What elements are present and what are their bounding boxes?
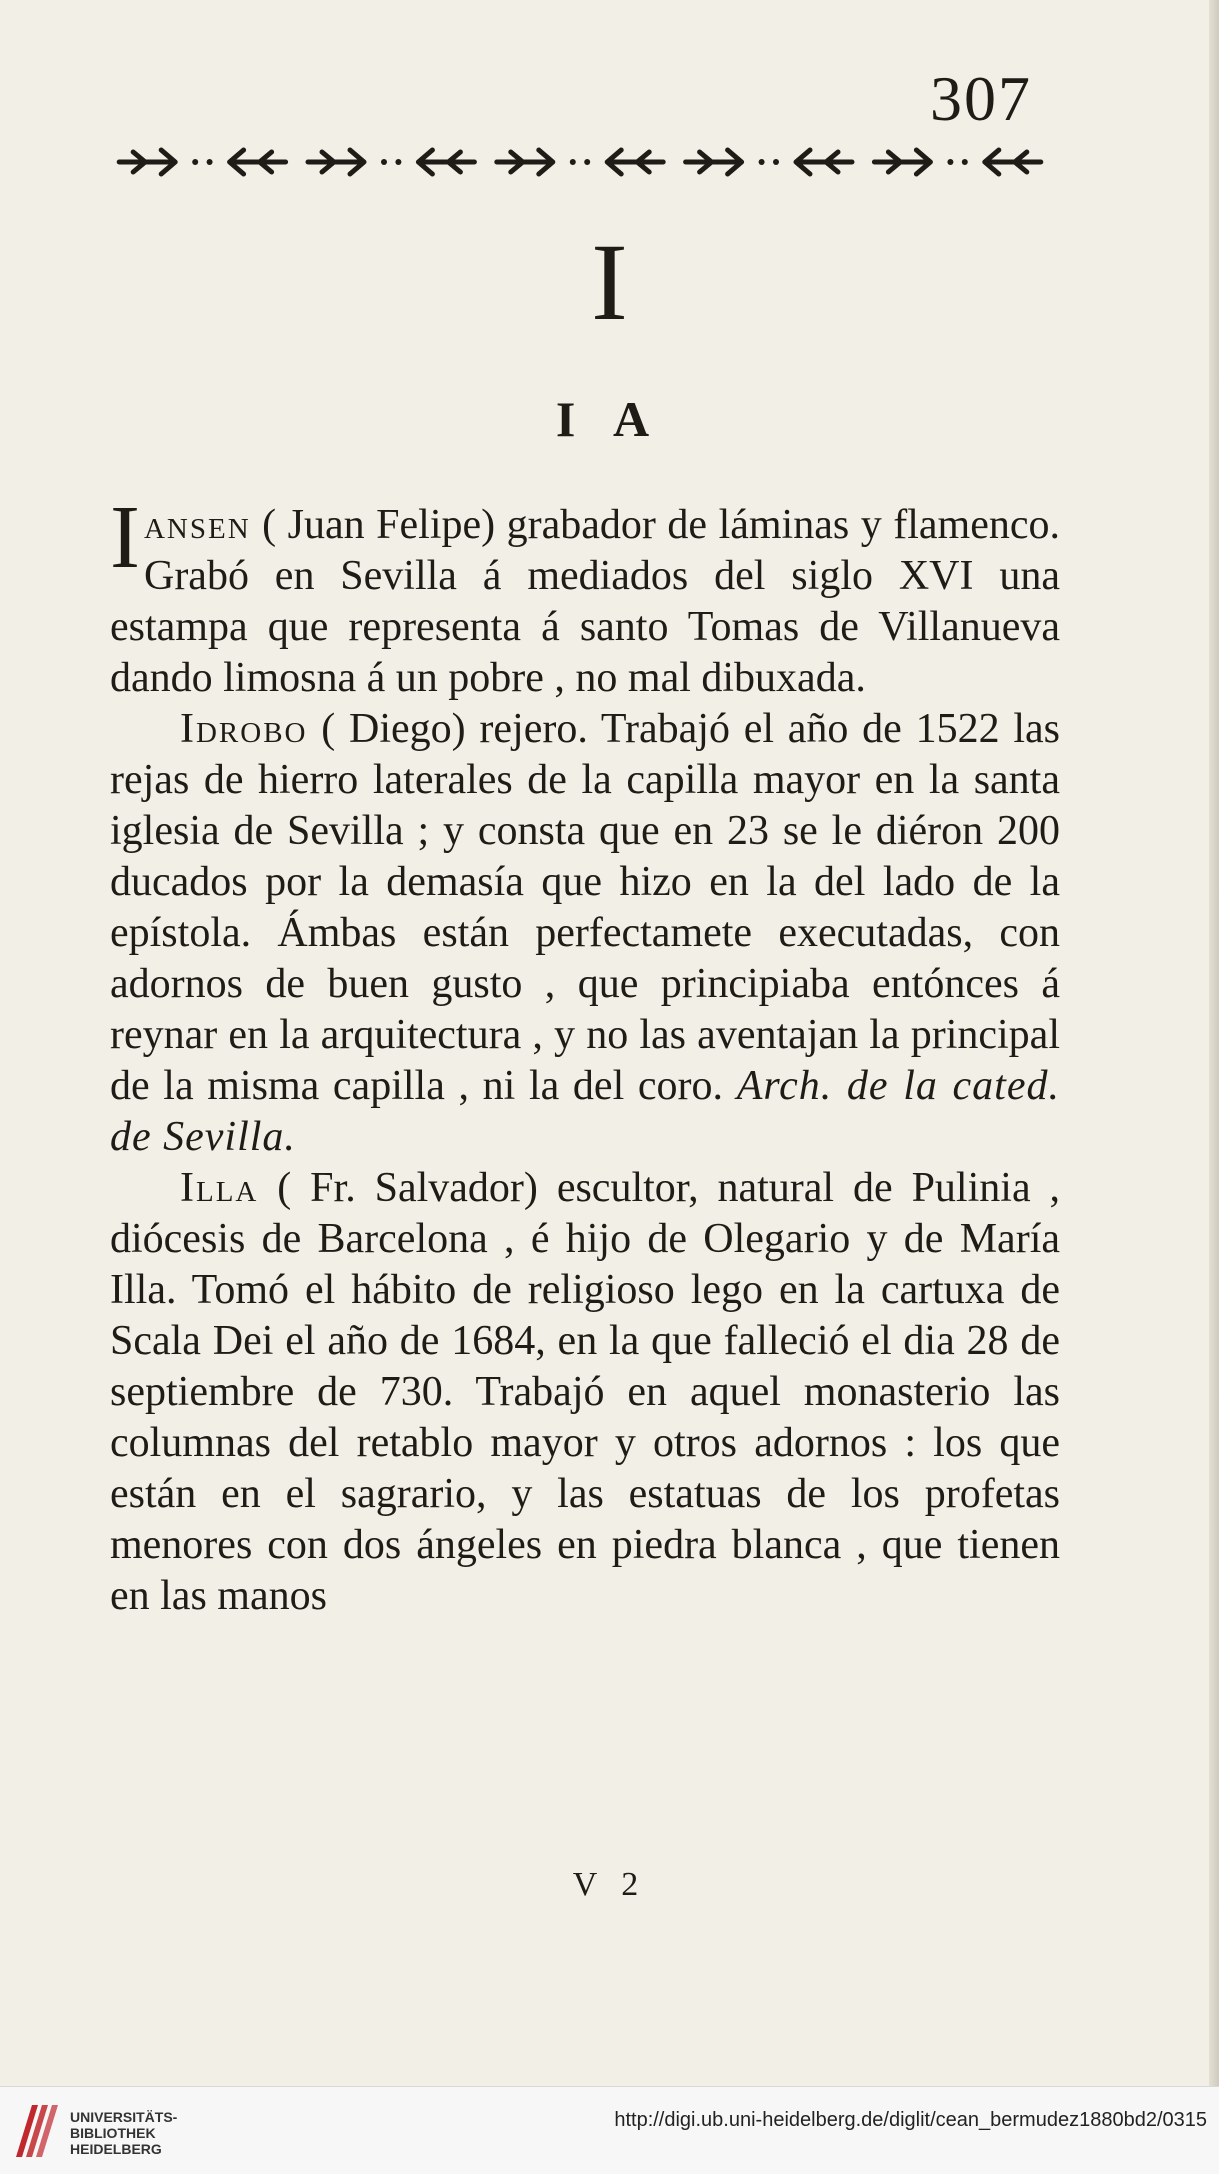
entry-jansen: [110, 488, 1060, 704]
source-url-link[interactable]: http://digi.ub.uni-heidelberg.de/diglit/cean_bermudez1880bd2/0315: [614, 2109, 1207, 2131]
drop-cap: I: [110, 488, 140, 587]
page-number: 307: [930, 63, 1032, 134]
entry-name: Illa: [180, 1165, 259, 1211]
entry-idrobo: [110, 704, 1060, 1163]
section-heading: I A: [555, 391, 664, 447]
entry-text: ( Fr. Salvador) escultor, natural de Pulinia , diócesis de Barcelona , é hijo de Olegario y de María Illa. Tomó el hábito de religioso lego en la cartuxa de Scala Dei el año de 1684, en la que falleció el dia 28 de septiembre de 730. Trabajó en aquel monasterio las columnas del retablo mayor y otros adornos : los que están en el sagrario, y las estatuas de los profetas menores con dos ángeles en piedra blanca , que tienen en las manos: [110, 1165, 1060, 1619]
university-logo-icon: [12, 2099, 60, 2161]
letter-heading: I: [591, 221, 628, 343]
library-line: UNIVERSITÄTS-: [70, 2109, 178, 2125]
entries-text: [110, 488, 1060, 1622]
entry-name: Idrobo: [180, 706, 308, 752]
library-line: BIBLIOTHEK: [70, 2125, 156, 2141]
entry-text: ( Diego) rejero. Trabajó el año de 1522 las rejas de hierro laterales de la capilla mayor en la santa iglesia de Sevilla ; y consta que en 23 se le diéron 200 ducados por la demasía que hizo en la del lado de la epístola. Ámbas están perfectamete executadas, con adornos de buen gusto , que principiaba entónces á reynar en la arquitectura , y no las aventajan la principal de la misma capilla , ni la del coro.: [110, 706, 1060, 1109]
ornamental-rule-icon: [108, 140, 1052, 184]
entry-name: ansen: [143, 502, 251, 548]
library-line: HEIDELBERG: [70, 2141, 162, 2157]
entry-source: Arch. de la cated. de Sevilla.: [110, 1063, 1060, 1160]
library-name: [70, 2109, 177, 2157]
entry-illa: [110, 1163, 1060, 1622]
entry-text: ( Juan Felipe) grabador de láminas y flamenco. Grabó en Sevilla á mediados del siglo XVI una estampa que representa á santo Tomas de Villanueva dando limosna á un pobre , no mal dibuxada.: [110, 502, 1060, 701]
signature-mark: V 2: [572, 1866, 647, 1903]
footer-bar: [0, 2086, 1219, 2174]
